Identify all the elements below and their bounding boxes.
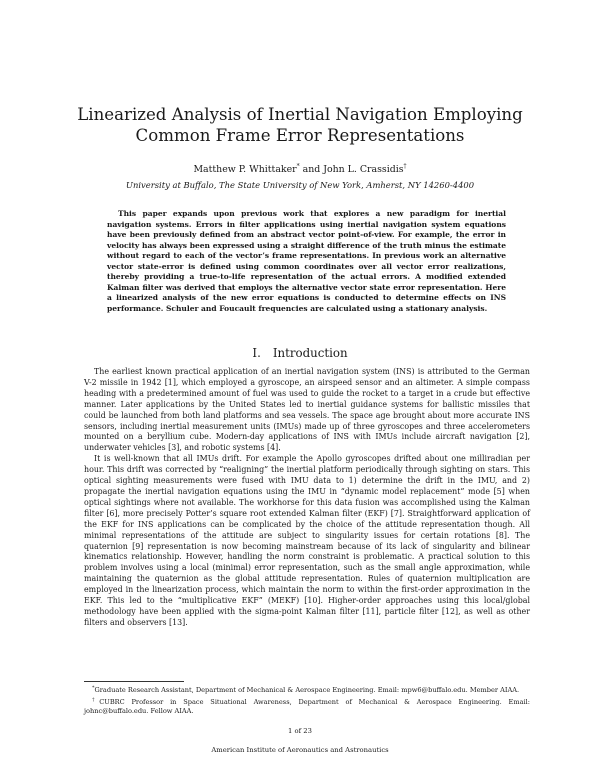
- footnote-2-mark: †: [92, 696, 100, 703]
- footnote-1: [84, 684, 530, 696]
- author-list: [40, 161, 560, 176]
- footnote-1-mark: *: [92, 685, 95, 691]
- body-text: [84, 367, 530, 629]
- footnote-divider: [84, 681, 184, 682]
- section-heading: [40, 346, 560, 360]
- title-line-1: Linearized Analysis of Inertial Navigation Employing: [77, 105, 523, 124]
- page-number: 1 of 23: [288, 727, 312, 735]
- body-paragraph-2: It is well-known that all IMUs drift. For example the Apollo gyroscopes drifted about one milliradian per hour. This drift was corrected by “realigning” the inertial platform periodically through sighting on stars. This optical sighting measurements were fused with IMU data to 1) determine the drift in the IMU, and 2) propagate the inertial navigation equations using the IMU in “dynamic model replacement” mode [5] when optical sightings where not available. The workhorse for this data fusion was accomplished using the Kalman filter [6], more precisely Potter’s square root extended Kalman filter (EKF) [7]. Straightforward application of the EKF for INS applications can be complicated by the choice of the attitude representation though. All minimal representations of the attitude are subject to singularity issues for certain rotations [8]. The quaternion [9] representation is now becoming mainstream because of its lack of singularity and bilinear kinematics relationship. However, handling the norm constraint is problematic. A practical solution to this problem involves using a local (minimal) error representation, such as the small angle approximation, while maintaining the quaternion as the global attitude representation. Rules of quaternion multiplication are employed in the linearization process, which maintain the norm to within the first-order approximation in the EKF. This led to the “multiplicative EKF” (MEKF) [10]. Higher-order approaches using this local/global methodology have been applied with the sigma-point Kalman filter [11], particle filter [12], as well as other filters and observers [13].: [84, 454, 530, 627]
- footnotes: [84, 684, 530, 717]
- authors-conjunction: and: [299, 164, 324, 176]
- author-affiliation: University at Buffalo, The State University of New York, Amherst, NY 14260-4400: [125, 180, 475, 190]
- author-2-footnote-mark: †: [403, 163, 407, 170]
- footnote-2-text: CUBRC Professor in Space Situational Awareness, Department of Mechanical & Aerospace Engineering. Email: johnc@buffalo.edu. Fellow AIAA.: [84, 697, 530, 716]
- section-number: I.: [252, 346, 261, 360]
- author-1-footnote-mark: *: [296, 163, 300, 170]
- body-paragraph-1: The earliest known practical application of an inertial navigation system (INS) is attributed to the German V-2 missile in 1942 [1], which employed a gyroscope, an airspeed sensor and an altimeter. A simple compass heading with a predetermined amount of fuel was used to guide the rocket to a target in a crude but effective manner. Later applications by the United States led to inertial guidance systems for ballistic missiles that could be launched from both land platforms and sea vessels. The space age brought about more accurate INS sensors, including inertial measurement units (IMUs) made up of three gyroscopes and three accelerometers mounted on a beryllium cube. Modern-day applications of INS with IMUs include aircraft navigation [2], underwater vehicles [3], and robotic systems [4].: [84, 367, 530, 453]
- running-footer: American Institute of Aeronautics and Astronautics: [211, 746, 389, 754]
- footnote-2: [84, 696, 530, 717]
- footnote-1-text: Graduate Research Assistant, Department of Mechanical & Aerospace Engineering. Email: mpw6@buffalo.edu. Member AIAA.: [94, 686, 520, 695]
- paper-title: [40, 104, 560, 146]
- author-name-2: John L. Crassidis: [323, 164, 404, 176]
- abstract: This paper expands upon previous work that explores a new paradigm for inertial navigation systems. Errors in filter applications using inertial navigation system equations have been previously defined from an abstract vector point-of-view. For example, the error in velocity has always been expressed using a straight difference of the truth minus the estimate without regard to each of the vector’s frame representations. In previous work an alternative vector state-error is defined using common coordinates over all vector error realizations, thereby providing a true-to-life representation of the actual errors. A modified extended Kalman filter was derived that employs the alternative vector state error representation. Here a linearized analysis of the new error equations is conducted to determine effects on INS performance. Schuler and Foucault frequencies are calculated using a stationary analysis.: [107, 209, 506, 313]
- title-line-2: Common Frame Error Representations: [135, 126, 465, 145]
- author-name-1: Matthew P. Whittaker: [193, 164, 297, 176]
- section-title: Introduction: [272, 346, 348, 360]
